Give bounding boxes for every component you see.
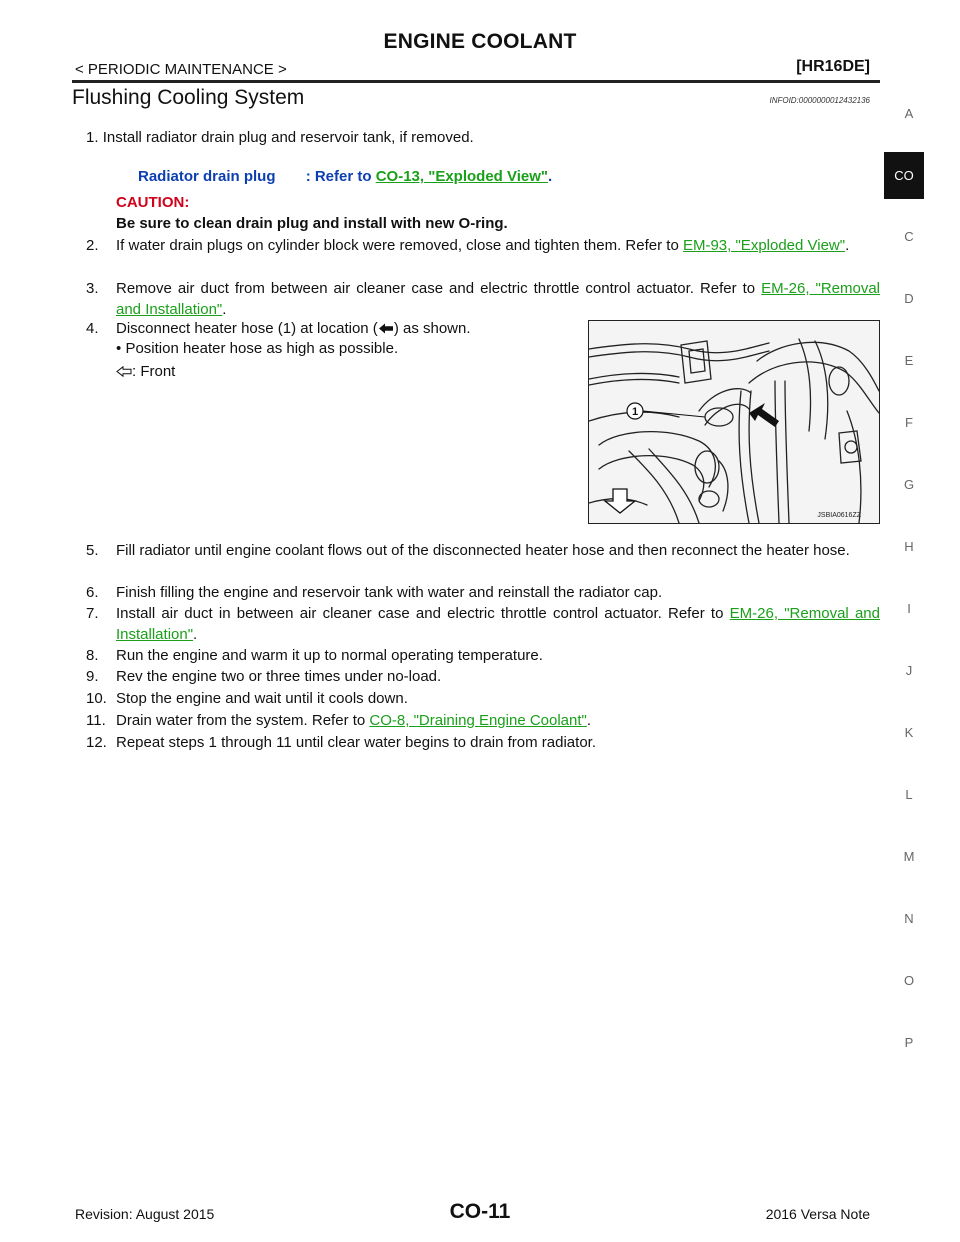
figure-caption: JSBIA0616ZZ bbox=[817, 512, 861, 519]
side-tab-h[interactable]: H bbox=[904, 539, 914, 554]
step-number: 2. bbox=[86, 237, 99, 254]
side-tab-d[interactable]: D bbox=[904, 291, 914, 306]
step-number: 9. bbox=[86, 668, 99, 685]
step-text: Rev the engine two or three times under no-load. bbox=[116, 668, 442, 685]
step-text: Remove air duct from between air cleaner case and electric throttle control actuator. Refer to bbox=[116, 280, 756, 297]
footer-page-number: CO-11 bbox=[449, 1200, 511, 1223]
step-text-b: ) as shown. bbox=[393, 320, 471, 337]
side-tab-j[interactable]: J bbox=[905, 663, 913, 678]
side-tab-m[interactable]: M bbox=[903, 849, 915, 864]
step-text: Run the engine and warm it up to normal operating temperature. bbox=[116, 647, 543, 664]
step-end: . bbox=[222, 301, 227, 318]
caution-title: CAUTION: bbox=[116, 194, 190, 211]
step-5 bbox=[86, 540, 880, 561]
step-1 bbox=[86, 127, 880, 148]
side-tab-e[interactable]: E bbox=[904, 353, 914, 368]
header-divider bbox=[72, 80, 880, 83]
step-10 bbox=[86, 688, 880, 709]
step-2 bbox=[86, 235, 880, 256]
spec-radiator-drain-plug bbox=[138, 166, 552, 187]
link-em-26-removal-installation[interactable]: EM-26, "Removal and Installation" bbox=[116, 280, 881, 318]
side-tab-a[interactable]: A bbox=[904, 106, 914, 121]
step-number: 8. bbox=[86, 647, 99, 664]
front-direction-icon bbox=[605, 489, 635, 513]
footer-revision: Revision: August 2015 bbox=[75, 1206, 215, 1222]
step-text-a: Disconnect heater hose (1) at location ( bbox=[116, 320, 378, 337]
step-number: 11. bbox=[86, 712, 106, 729]
side-tab-c[interactable]: C bbox=[904, 229, 914, 244]
engine-bay-drawing bbox=[589, 321, 879, 523]
step-end: . bbox=[845, 237, 850, 254]
step-number: 4. bbox=[86, 320, 99, 337]
step-end: . bbox=[193, 626, 198, 643]
side-tab-l[interactable]: L bbox=[905, 787, 913, 802]
step-6 bbox=[86, 582, 880, 603]
step-text: Install air duct in between air cleaner case and electric throttle control actuator. Refer to bbox=[116, 605, 724, 622]
step-text: Drain water from the system. Refer to bbox=[116, 712, 366, 729]
caution-text: Be sure to clean drain plug and install with new O-ring. bbox=[116, 215, 508, 232]
header-engine-code: [HR16DE] bbox=[796, 58, 870, 75]
side-tab-f[interactable]: F bbox=[905, 415, 913, 430]
step-11 bbox=[86, 710, 880, 731]
side-tab-p[interactable]: P bbox=[904, 1035, 914, 1050]
step-number: 3. bbox=[86, 280, 99, 297]
step-number: 1. bbox=[86, 129, 99, 146]
step-text: If water drain plugs on cylinder block were removed, close and tighten them. Refer to bbox=[116, 237, 679, 254]
step-bullet: Position heater hose as high as possible. bbox=[125, 340, 399, 357]
link-co-8-draining-engine-coolant[interactable]: CO-8, "Draining Engine Coolant" bbox=[369, 712, 587, 729]
side-tab-n[interactable]: N bbox=[904, 911, 914, 926]
step-number: 12. bbox=[86, 734, 107, 751]
link-em-93-exploded-view[interactable]: EM-93, "Exploded View" bbox=[682, 237, 846, 254]
page-header-title: ENGINE COOLANT bbox=[383, 30, 577, 53]
step-text: Finish filling the engine and reservoir tank with water and reinstall the radiator cap. bbox=[116, 584, 663, 601]
spec-label: Radiator drain plug bbox=[138, 168, 276, 185]
step-8 bbox=[86, 645, 880, 666]
arrow-left-icon bbox=[378, 323, 394, 334]
step-9 bbox=[86, 666, 880, 687]
bullet-icon: • bbox=[116, 340, 122, 357]
section-title: Flushing Cooling System bbox=[72, 86, 305, 109]
step-number: 7. bbox=[86, 605, 99, 622]
step-text: Repeat steps 1 through 11 until clear water begins to drain from radiator. bbox=[116, 734, 596, 751]
step-text: Stop the engine and wait until it cools down. bbox=[116, 690, 408, 707]
step-3 bbox=[86, 278, 880, 320]
side-tab-k[interactable]: K bbox=[904, 725, 914, 740]
step-7 bbox=[86, 603, 880, 645]
step-text: Fill radiator until engine coolant flows out of the disconnected heater hose and then reconnect the heater hose. bbox=[116, 542, 850, 559]
step-4 bbox=[86, 318, 566, 382]
front-label: : Front bbox=[132, 363, 176, 380]
link-co-13-exploded-view[interactable]: CO-13, "Exploded View" bbox=[375, 168, 549, 185]
heater-hose-illustration bbox=[588, 320, 880, 524]
caution-block bbox=[116, 192, 508, 234]
step-number: 5. bbox=[86, 542, 99, 559]
callout-arrow-icon bbox=[749, 403, 779, 427]
side-tab-g[interactable]: G bbox=[903, 477, 915, 492]
step-text: Install radiator drain plug and reservoir tank, if removed. bbox=[102, 129, 474, 146]
side-tab-i[interactable]: I bbox=[907, 601, 911, 616]
front-arrow-icon bbox=[116, 366, 132, 377]
step-end: . bbox=[586, 712, 592, 729]
info-id: INFOID:0000000012432136 bbox=[769, 96, 870, 105]
side-tab-co-active[interactable]: CO bbox=[884, 152, 924, 199]
step-12 bbox=[86, 732, 880, 753]
footer-model: 2016 Versa Note bbox=[765, 1206, 870, 1222]
step-number: 6. bbox=[86, 584, 99, 601]
spec-end: . bbox=[548, 168, 553, 185]
header-section-label: < PERIODIC MAINTENANCE > bbox=[75, 61, 287, 78]
spec-separator: : Refer to bbox=[305, 168, 372, 185]
side-tab-o[interactable]: O bbox=[903, 973, 915, 988]
link-em-26-removal-installation[interactable]: EM-26, "Removal and Installation" bbox=[116, 605, 880, 643]
callout-number: 1 bbox=[631, 406, 639, 418]
step-number: 10. bbox=[86, 690, 107, 707]
